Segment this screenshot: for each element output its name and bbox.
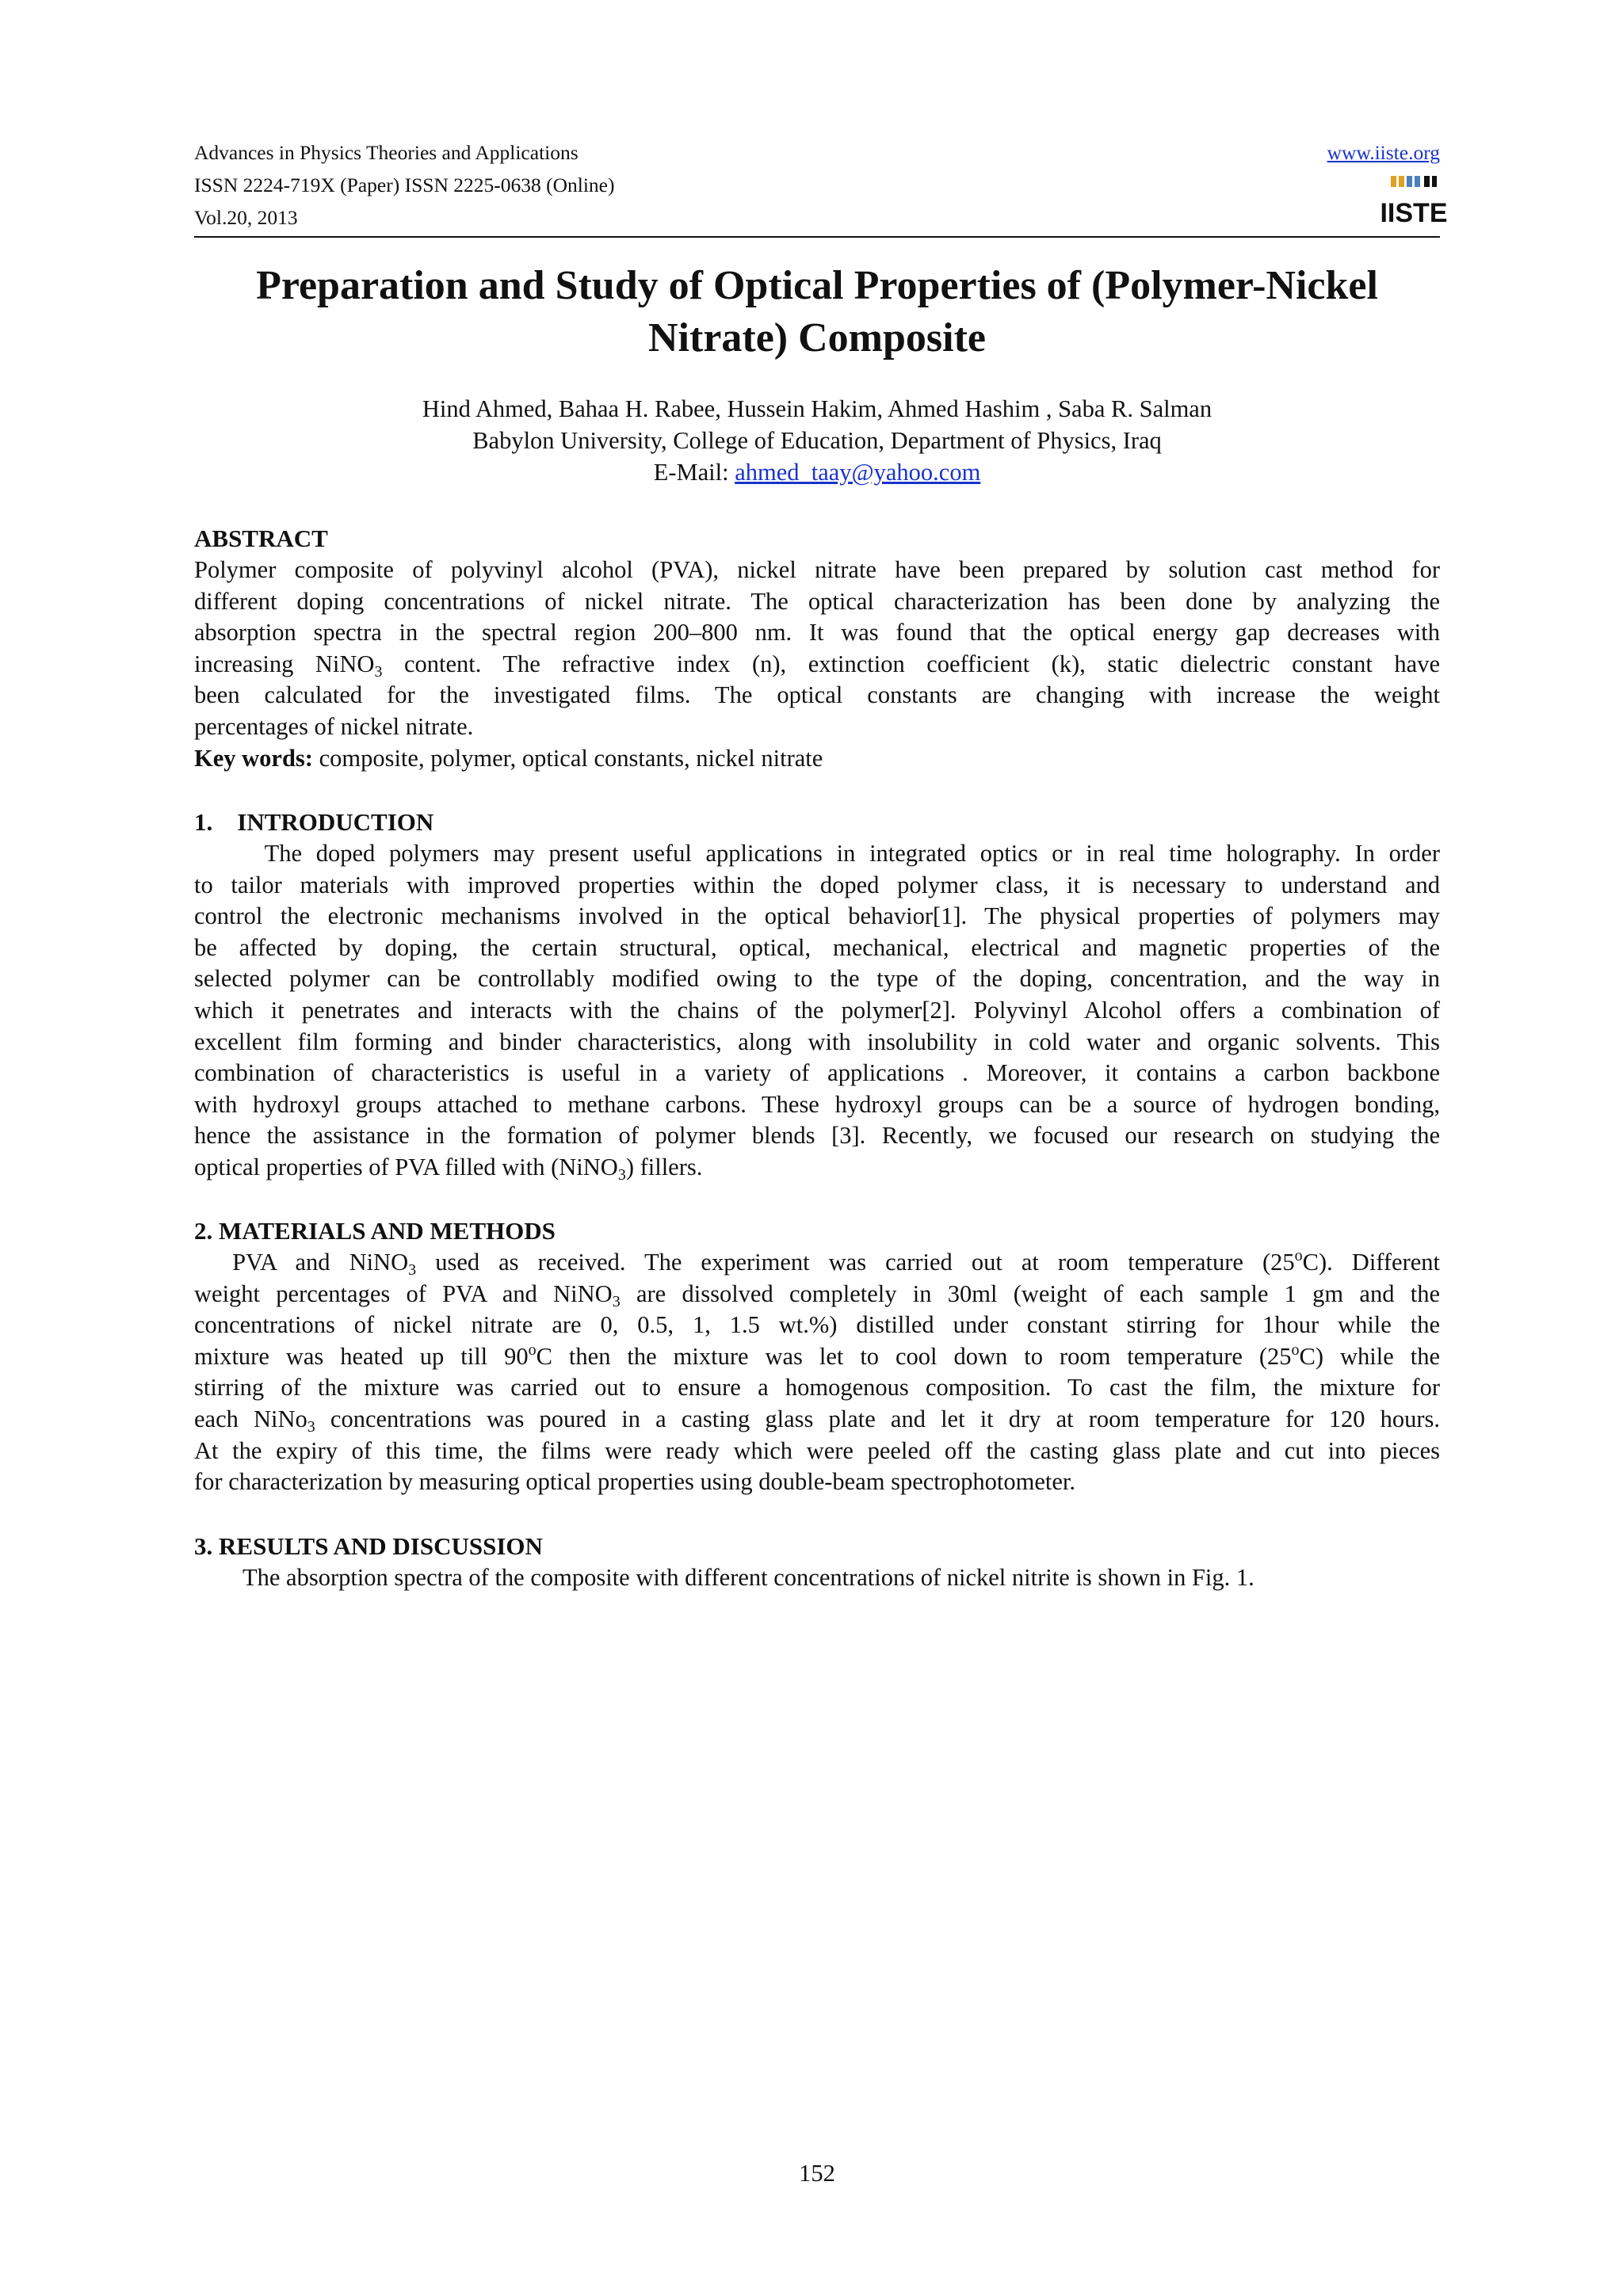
- abstract-line: absorption spectra in the spectral region 200–800 nm. It was found that the optical energy gap decreases with: [194, 619, 1440, 646]
- abstract-line: been calculated for the investigated films. The optical constants are changing with increase the weight: [194, 681, 1440, 709]
- iiste-logo-icon: [1380, 173, 1448, 228]
- intro-line: control the electronic mechanisms involved in the optical behavior[1]. The physical properties of polymers may: [194, 902, 1440, 930]
- introduction-section: [194, 807, 1440, 1184]
- intro-line: hence the assistance in the formation of polymer blends [3]. Recently, we focused our research on studying the: [194, 1122, 1440, 1150]
- page-number: 152: [799, 2160, 835, 2187]
- keywords-label: Key words:: [194, 744, 313, 772]
- intro-line: to tailor materials with improved properties within the doped polymer class, it is necessary to understand and: [194, 871, 1440, 898]
- journal-name: Advances in Physics Theories and Applications: [194, 141, 579, 164]
- intro-line: excellent film forming and binder characteristics, along with insolubility in cold water and organic solvents. This: [194, 1028, 1440, 1055]
- intro-line: be affected by doping, the certain structural, optical, mechanical, electrical and magnetic properties of the: [194, 933, 1440, 961]
- methods-line: PVA and NiNO$_3$ used as received. The experiment was carried out at room temperature (25$^o$C). Different: [194, 1247, 1441, 1279]
- paper-page: [194, 0, 1448, 2296]
- methods-line: At the expiry of this time, the films were ready which were peeled off the casting glass plate and cut into pieces: [194, 1436, 1440, 1464]
- methods-line: weight percentages of PVA and NiNO$_3$ are dissolved completely in 30ml (weight of each sample 1 gm and the: [194, 1280, 1440, 1310]
- intro-line: The doped polymers may present useful applications in integrated optics or in real time holography. In order: [194, 840, 1440, 867]
- methods-line: stirring of the mixture was carried out to ensure a homogenous composition. To cast the film, the mixture for: [194, 1374, 1440, 1402]
- abstract-heading: ABSTRACT: [194, 524, 328, 552]
- intro-line: selected polymer can be controllably modified owing to the type of the doping, concentration, and the way in: [194, 965, 1440, 993]
- intro-heading: 1. INTRODUCTION: [194, 808, 434, 836]
- results-section: [194, 1531, 1440, 1594]
- author-names: Hind Ahmed, Bahaa H. Rabee, Hussein Hakim, Ahmed Hashim , Saba R. Salman: [422, 395, 1212, 422]
- title-line-1: Preparation and Study of Optical Properties of (Polymer-Nickel: [256, 263, 1378, 308]
- methods-line: for characterization by measuring optical properties using double-beam spectrophotometer.: [194, 1468, 1076, 1496]
- abstract-line: different doping concentrations of nickel nitrate. The optical characterization has been done by analyzing the: [194, 587, 1440, 615]
- results-line: The absorption spectra of the composite with different concentrations of nickel nitrite is shown in Fig. 1.: [194, 1564, 1254, 1591]
- journal-issn: ISSN 2224-719X (Paper) ISSN 2225-0638 (Online): [194, 174, 615, 196]
- header-right: [1327, 136, 1440, 169]
- methods-line: each NiNo$_3$ concentrations was poured in a casting glass plate and let it dry at room temperature for 120 hours.: [194, 1405, 1440, 1436]
- header-rule: [194, 236, 1440, 238]
- email-label: E-Mail:: [653, 459, 735, 486]
- title-line-2: Nitrate) Composite: [648, 315, 986, 360]
- website-link[interactable]: www.iiste.org: [1327, 141, 1440, 164]
- author-affiliation: Babylon University, College of Education, Department of Physics, Iraq: [472, 427, 1162, 454]
- email-link[interactable]: ahmed_taay@yahoo.com: [735, 459, 981, 486]
- intro-line: with hydroxyl groups attached to methane carbons. These hydroxyl groups can be a source of hydrogen bonding,: [194, 1090, 1440, 1118]
- methods-line: concentrations of nickel nitrate are 0, 0.5, 1, 1.5 wt.%) distilled under constant stirring for 1hour while the: [194, 1311, 1440, 1339]
- journal-volume: Vol.20, 2013: [194, 206, 298, 229]
- methods-section: [194, 1215, 1440, 1498]
- keywords-text: composite, polymer, optical constants, nickel nitrate: [312, 744, 823, 772]
- author-email-line: [194, 456, 1440, 488]
- intro-line: combination of characteristics is useful in a variety of applications . Moreover, it contains a carbon backbone: [194, 1059, 1440, 1087]
- results-heading: 3. RESULTS AND DISCUSSION: [194, 1532, 543, 1560]
- keywords-line: [194, 743, 1440, 775]
- author-block: [194, 393, 1440, 488]
- journal-header: [194, 136, 615, 234]
- paper-title: [194, 260, 1440, 364]
- methods-heading: 2. MATERIALS AND METHODS: [194, 1217, 556, 1245]
- methods-line: mixture was heated up till 90$^o$C then the mixture was let to cool down to room temperature (25$^o$C) while the: [194, 1341, 1441, 1370]
- abstract-section: [194, 523, 1440, 774]
- intro-line: optical properties of PVA filled with (NiNO$_3$) fillers.: [194, 1153, 703, 1184]
- abstract-line: increasing NiNO$_3$ content. The refractive index (n), extinction coefficient (k), static dielectric constant have: [194, 650, 1440, 681]
- logo-text: IISTE: [1380, 198, 1448, 228]
- abstract-line: percentages of nickel nitrate.: [194, 712, 474, 740]
- intro-line: which it penetrates and interacts with the chains of the polymer[2]. Polyvinyl Alcohol offers a combination of: [194, 996, 1440, 1024]
- abstract-line: Polymer composite of polyvinyl alcohol (PVA), nickel nitrate have been prepared by solution cast method for: [194, 556, 1440, 583]
